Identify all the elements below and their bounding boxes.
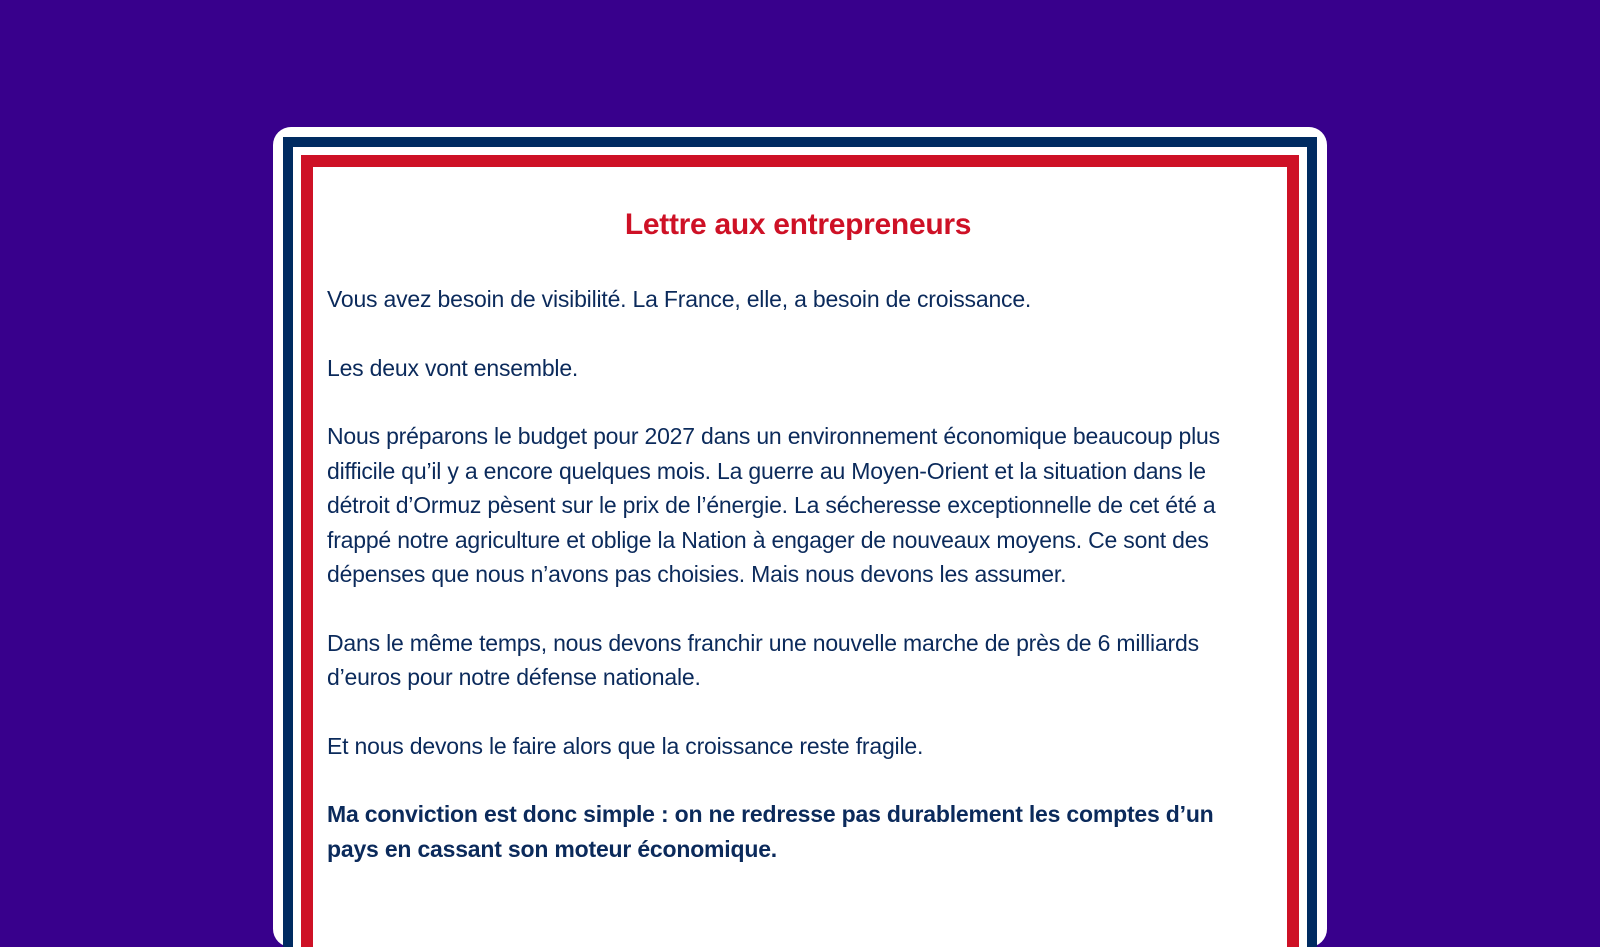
red-border-frame xyxy=(301,155,1299,947)
letter-card xyxy=(273,127,1327,947)
letter-title: Lettre aux entrepreneurs xyxy=(624,208,972,241)
letter-paragraph: Nous préparons le budget pour 2027 dans un environnement économique beaucoup plus difficile qu’il y a encore quelques mois. La guerre au Moyen-Orient et la situation dans le détroit d’Ormuz pèsent sur le prix de l’énergie. La sécheresse exceptionnelle de cet été a frappé notre agriculture et oblige la Nation à engager de nouveaux moyens. Ce sont des dépenses que nous n’avons pas choisies. Mais nous devons les assumer. xyxy=(327,423,1220,587)
letter-paragraph: Et nous devons le faire alors que la croissance reste fragile. xyxy=(327,732,924,759)
letter-conviction-paragraph: Ma conviction est donc simple : on ne redresse pas durablement les comptes d’un pays en cassant son moteur économique. xyxy=(327,801,1214,862)
letter-paragraph: Vous avez besoin de visibilité. La France, elle, a besoin de croissance. xyxy=(327,286,1032,312)
navy-border-frame xyxy=(283,137,1317,947)
letter-paragraph: Les deux vont ensemble. xyxy=(327,354,579,381)
letter-paragraph: Dans le même temps, nous devons franchir une nouvelle marche de près de 6 milliards d’euros pour notre défense nationale. xyxy=(327,629,1199,690)
letter-content xyxy=(327,167,1269,866)
